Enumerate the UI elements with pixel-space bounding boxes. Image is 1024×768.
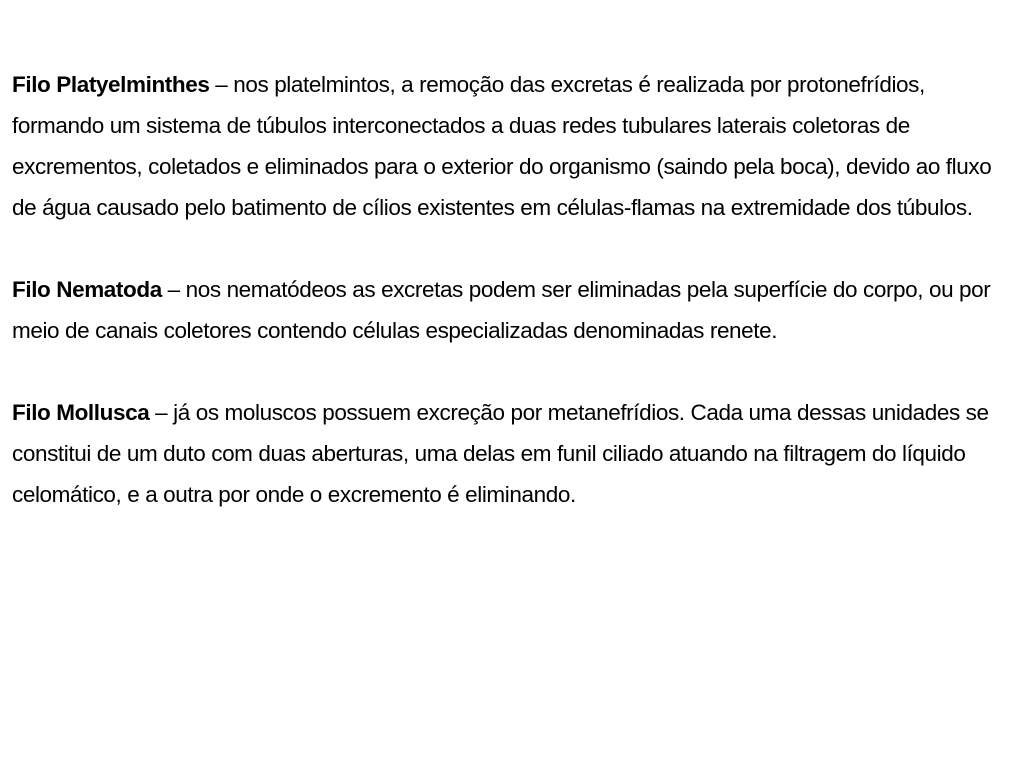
paragraph-mollusca <box>12 392 1016 515</box>
paragraph-platyelminthes <box>12 64 1016 228</box>
paragraph-text-nematoda: – nos nematódeos as excretas podem ser eliminadas pela superfície do corpo, ou por meio de canais coletores contendo células especializadas denominadas renete. <box>12 277 991 343</box>
paragraph-nematoda <box>12 269 1016 351</box>
slide-body <box>12 64 1016 556</box>
phylum-name-mollusca: Filo Mollusca <box>12 400 150 425</box>
paragraph-text-platyelminthes: – nos platelmintos, a remoção das excretas é realizada por protonefrídios, formando um sistema de túbulos interconectados a duas redes tubulares laterais coletoras de excrementos, coletados e eliminados para o exterior do organismo (saindo pela boca), devido ao fluxo de água causado pelo batimento de cílios existentes em células-flamas na extremidade dos túbulos. <box>12 72 992 220</box>
phylum-name-platyelminthes: Filo Platyelminthes <box>12 72 210 97</box>
paragraph-text-mollusca: – já os moluscos possuem excreção por metanefrídios. Cada uma dessas unidades se constitui de um duto com duas aberturas, uma delas em funil ciliado atuando na filtragem do líquido celomático, e a outra por onde o excremento é eliminando. <box>12 400 989 507</box>
phylum-name-nematoda: Filo Nematoda <box>12 277 162 302</box>
